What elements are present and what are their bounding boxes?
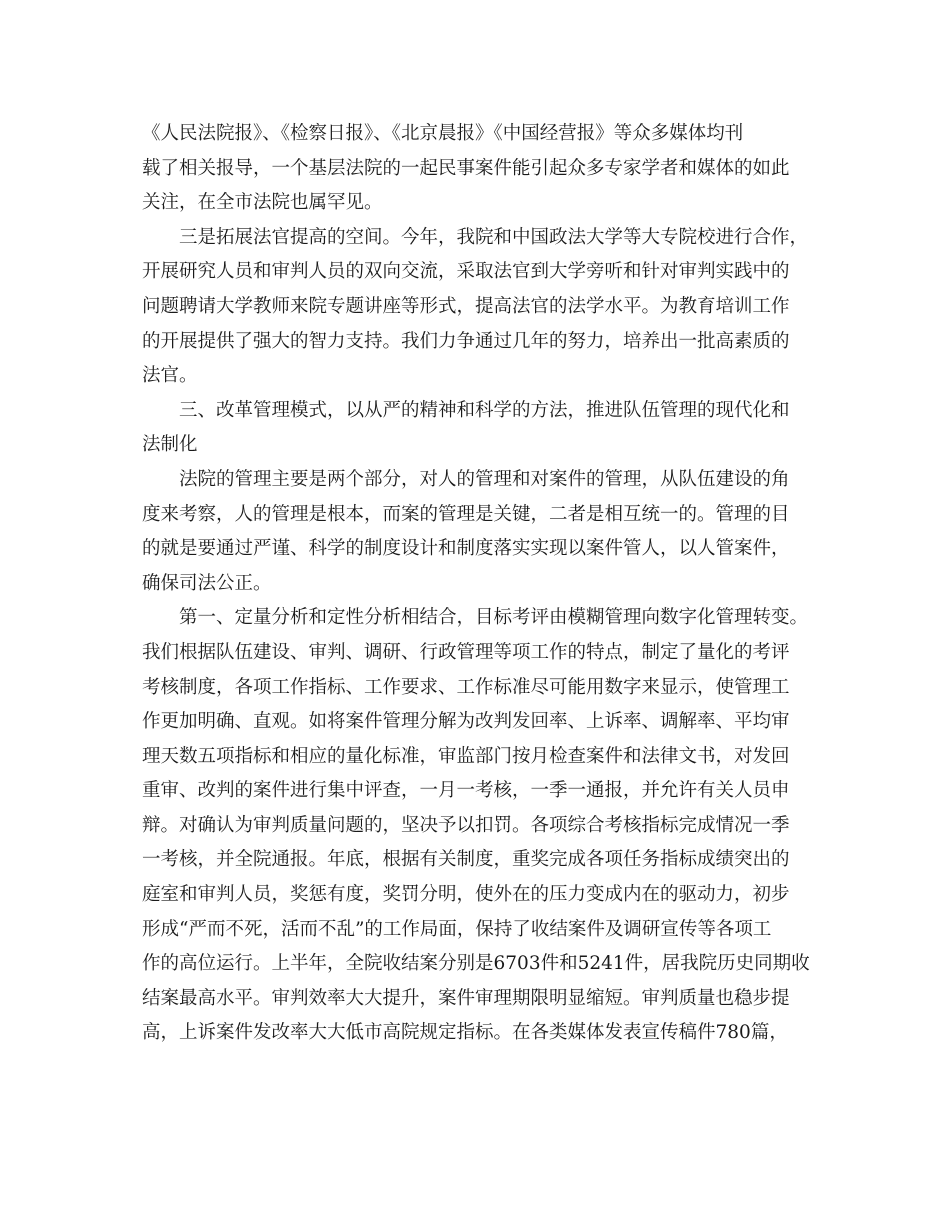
paragraph-first-line: 第一、定量分析和定性分析相结合，目标考评由模糊管理向数字化管理转变。	[179, 607, 809, 629]
text-line: 作更加明确、直观。如将案件管理分解为改判发回率、上诉率、调解率、平均审	[142, 711, 790, 733]
text-line: 的开展提供了强大的智力支持。我们力争通过几年的努力，培养出一批高素质的	[142, 330, 790, 352]
text-line: 《人民法院报》、《检察日报》、《北京晨报》《中国经营报》等众多媒体均刊	[142, 123, 744, 144]
paragraph-first-line: 三是拓展法官提高的空间。今年，我院和中国政法大学等大专院校进行合作，	[179, 226, 809, 248]
text-line: 关注，在全市法院也属罕见。	[142, 192, 383, 214]
text-line: 考核制度，各项工作指标、工作要求、工作标准尽可能用数字来显示，使管理工	[142, 676, 790, 698]
text-line: 重审、改判的案件进行集中评查，一月一考核，一季一通报，并允许有关人员申	[142, 780, 790, 802]
text-line: 作的高位运行。上半年，全院收结案分别是6703件和5241件，居我院历史同期收	[142, 953, 810, 975]
text-line: 形成“严而不死，活而不乱”的工作局面，保持了收结案件及调研宣传等各项工	[142, 918, 772, 940]
section-heading: 三、改革管理模式，以从严的精神和科学的方法，推进队伍管理的现代化和	[179, 399, 790, 421]
text-line: 确保司法公正。	[142, 572, 272, 594]
text-line: 度来考察，人的管理是根本，而案的管理是关键，二者是相互统一的。管理的目	[142, 503, 790, 525]
text-line: 我们根据队伍建设、审判、调研、行政管理等项工作的特点，制定了量化的考评	[142, 641, 790, 663]
text-line: 高，上诉案件发改率大大低市高院规定指标。在各类媒体发表宣传稿件780篇，	[142, 1022, 788, 1044]
text-line: 开展研究人员和审判人员的双向交流，采取法官到大学旁听和针对审判实践中的	[142, 261, 790, 283]
section-heading-continuation: 法制化	[142, 434, 198, 456]
paragraph-first-line: 法院的管理主要是两个部分，对人的管理和对案件的管理，从队伍建设的角	[179, 468, 790, 490]
text-line: 法官。	[142, 365, 198, 387]
text-line: 辩。对确认为审判质量问题的，坚决予以扣罚。各项综合考核指标完成情况一季	[142, 814, 790, 836]
text-line: 的就是要通过严谨、科学的制度设计和制度落实实现以案件管人，以人管案件，	[142, 538, 790, 560]
text-line: 一考核，并全院通报。年底，根据有关制度，重奖完成各项任务指标成绩突出的	[142, 849, 790, 871]
document-body	[142, 117, 810, 1051]
text-line: 问题聘请大学教师来院专题讲座等形式，提高法官的法学水平。为教育培训工作	[142, 295, 790, 317]
text-line: 庭室和审判人员，奖惩有度，奖罚分明，使外在的压力变成内在的驱动力，初步	[142, 884, 790, 906]
text-line: 载了相关报导，一个基层法院的一起民事案件能引起众多专家学者和媒体的如此	[142, 157, 790, 179]
text-line: 理天数五项指标和相应的量化标准，审监部门按月检查案件和法律文书，对发回	[142, 745, 790, 767]
text-line: 结案最高水平。审判效率大大提升，案件审理期限明显缩短。审判质量也稳步提	[142, 987, 790, 1009]
